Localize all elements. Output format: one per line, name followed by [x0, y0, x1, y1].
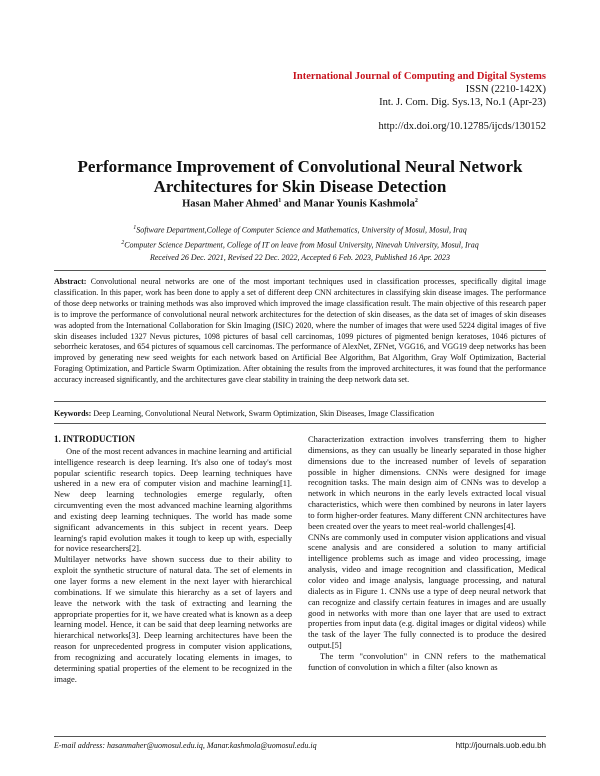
divider-bottom [54, 423, 546, 424]
paragraph-2: Multilayer networks have shown success due to their ability to exploit the synthetic structure of natural data. The set of elements in one layer forms a new element in the next layer with hierarchical combinations. If we simulate this hierarchy as a set of layers and leave the network with the task of extracting and learning the appropriate properties for it, we have created what is known as a deep learning model. Hence, it can be said that deep learning networks are hierarchical networks[3]. Deep learning architectures have been the reason for unprecedented progress in computer vision applications, from recognizing and accurately locating elements in images, to determining spatial properties of the element to be recognized in the image. [54, 554, 292, 684]
paragraph-5: The term "convolution" in CNN refers to the mathematical function of convolution in which a filter (also known as [308, 650, 546, 672]
author-separator: and [281, 198, 304, 210]
title-line-1: Performance Improvement of Convolutional Neural Network [77, 157, 523, 176]
keywords [54, 408, 546, 419]
author-2: Manar Younis Kashmola [303, 198, 415, 210]
paragraph-1: One of the most recent advances in machine learning and artificial intelligence research is deep learning. It's also one of today's most popular scientific research topics. Deep learning techniques have ushered in a new era of computer vision and machine learning[1]. New deep learning technologies emerge regularly, often circumventing even the most advanced machine learning algorithms and existing deep learning techniques. The world has made some significant advancements in this subject in recent years. Deep learning's rapid evolution makes it tough to keep up with, especially for novice researchers[2]. [54, 445, 292, 554]
footer [54, 741, 546, 750]
footer-divider [54, 736, 546, 737]
paper-title [40, 157, 560, 197]
affiliation-2 [40, 237, 560, 252]
abstract-text: Convolutional neural networks are one of the most important techniques used in classification processes, specifically digital image classification. In this paper, work has been done to apply a set of different deep CNN architectures in classifying skin disease images. The performance of those deep networks or training methods was also improved which improved the image classification result. The main objective of this research paper is to improve the performance of convolutional neural network architectures for the detection of skin diseases, as the data set of images of skin diseases was adopted from the International Collaboration for Skin Imaging (ISIC) 2020, where the number of images that were used 5224 digital images of five skin diseases included 1327 Nevus pictures, 1098 pictures of basal cell carcinomas, 1099 pictures of pigmented benign keratoses, 1046 pictures of seborrheic keratoses, and 654 pictures of squamous cell carcinomas. The performance of AlexNet, ZFNet, VGG16, and VGG19 deep networks has been improved by generating new seed weights for each network based on Artificial Bee Algorithm, Bat Algorithm, Gray Wolf Optimization, Bacterial Foraging Optimization, and Particle Swarm Optimization. After obtaining the results from the improved architectures, it was found that the performance accuracy increased significantly, and the architectures gave clear stability in training the deep network data set. [54, 277, 546, 385]
journal-citation: Int. J. Com. Dig. Sys.13, No.1 (Apr-23) [379, 97, 546, 108]
affiliations [40, 222, 560, 251]
author-1-affiliation-mark: 1 [278, 198, 282, 204]
title-line-2: Architectures for Skin Disease Detection [153, 177, 447, 196]
column-left [54, 434, 292, 684]
journal-name: International Journal of Computing and Digital Systems [292, 71, 546, 82]
doi-link[interactable]: http://dx.doi.org/10.12785/ijcds/130152 [378, 121, 546, 132]
section-heading: 1. INTRODUCTION [54, 434, 136, 444]
author-1: Hasan Maher Ahmed [182, 198, 279, 210]
divider-top [54, 270, 546, 271]
footer-email: E-mail address: hasanmaher@uomosul.edu.iq, Manar.kashmola@uomosul.edu.iq [54, 741, 317, 750]
affiliation-1-text: Software Department,College of Computer Science and Mathematics, University of Mosul, Mosul, Iraq [136, 225, 467, 235]
received-dates: Received 26 Dec. 2021, Revised 22 Dec. 2022, Accepted 6 Feb. 2023, Published 16 Apr. 2023 [149, 253, 451, 262]
affiliation-1 [40, 222, 560, 237]
footer-url[interactable]: http://journals.uob.edu.bh [455, 741, 546, 750]
column-right [308, 434, 546, 673]
divider-middle [54, 401, 546, 402]
journal-header [293, 70, 546, 109]
author-2-affiliation-mark: 2 [414, 198, 418, 204]
keywords-text: Deep Learning, Convolutional Neural Network, Swarm Optimization, Skin Diseases, Image Classification [91, 409, 435, 418]
paragraph-4: CNNs are commonly used in computer vision applications and visual scene analysis and are considered a solution to many artificial intelligence problems such as image and video processing, image analysis, video and image recognition and classification, Medical color video and image analysis, language processing, and natural dialects as in Figure 1. CNNs use a type of deep neural network that can recognize and classify certain features in images and are usually good in networks with more than one layer that are used to extract properties from input data (e.g. digital images or digital videos) while the task of the layer The fully connected is to produce the desired output.[5] [308, 531, 546, 651]
author-list [40, 198, 560, 210]
abstract [54, 277, 546, 386]
abstract-label: Abstract: [54, 277, 87, 286]
affiliation-2-mark: 2 [121, 239, 125, 246]
affiliation-2-text: Computer Science Department, College of IT on leave from Mosul University, Ninevah University, Mosul, Iraq [124, 240, 479, 250]
paragraph-3: Characterization extraction involves transferring them to higher dimensions, as they can usually be linearly separated in those higher dimensions due to the increased number of levels of separation possible in higher dimensions. CNNs were designed for image recognition tasks. The main design aim of CNNs was to develop a network in which neurons in the early levels extracted local visual characteristics, which were then combined by neurons in later layers to form higher-order features. Many different CNN architectures have been created over the years to meet real-world challenges[4]. [308, 434, 546, 531]
affiliation-1-mark: 1 [133, 225, 137, 231]
keywords-label: Keywords: [54, 409, 92, 418]
journal-issn: ISSN (2210-142X) [465, 84, 546, 95]
